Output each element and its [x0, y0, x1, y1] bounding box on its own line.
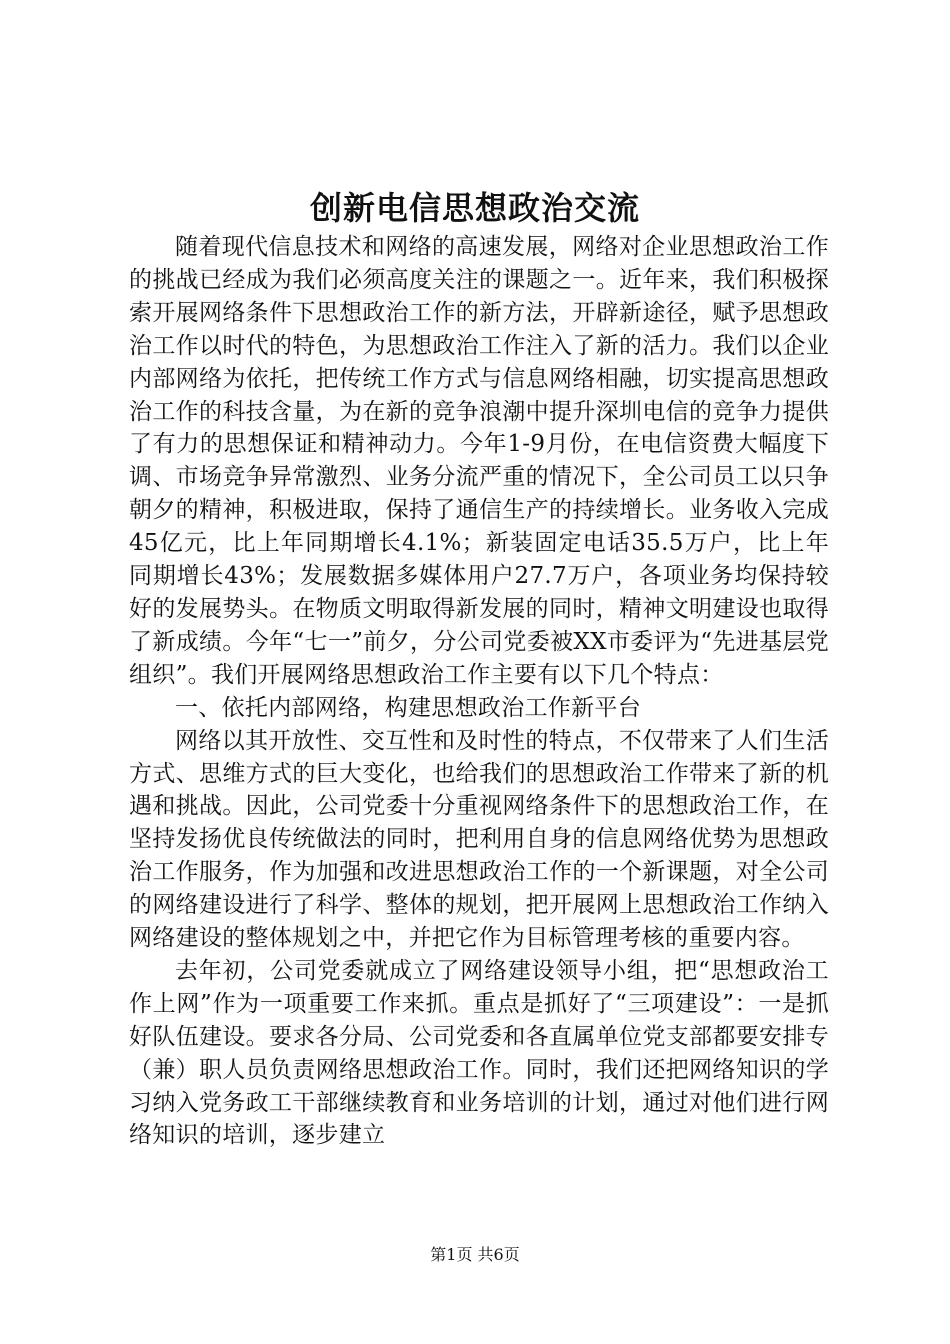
paragraph-intro: 随着现代信息技术和网络的高速发展，网络对企业思想政治工作的挑战已经成为我们必须高度关注的课题之一。近年来，我们积极探索开展网络条件下思想政治工作的新方法，开辟新途径，赋予思想政治工作以时代的特色，为思想政治工作注入了新的活力。我们以企业内部网络为依托，把传统工作方式与信息网络相融，切实提高思想政治工作的科技含量，为在新的竞争浪潮中提升深圳电信的竞争力提供了有力的思想保证和精神动力。今年1-9月份，在电信资费大幅度下调、市场竞争异常激烈、业务分流严重的情况下，全公司员工以只争朝夕的精神，积极进取，保持了通信生产的持续增长。业务收入完成45亿元，比上年同期增长4.1%；新装固定电话35.5万户，比上年同期增长43%；发展数据多媒体用户27.7万户，各项业务均保持较好的发展势头。在物质文明取得新发展的同时，精神文明建设也取得了新成绩。今年“七一”前夕，分公司党委被XX市委评为“先进基层党组织”。我们开展网络思想政治工作主要有以下几个特点：: [129, 234, 829, 688]
document-body: [129, 231, 829, 1152]
section-heading-1: 一、依托内部网络，构建思想政治工作新平台: [175, 694, 641, 721]
document-title: 创新电信思想政治交流: [309, 189, 640, 227]
page-footer: 第1页 共6页: [430, 1245, 520, 1264]
paragraph-network: 网络以其开放性、交互性和及时性的特点，不仅带来了人们生活方式、思维方式的巨大变化，也给我们的思想政治工作带来了新的机遇和挑战。因此，公司党委十分重视网络条件下的思想政治工作，在坚持发扬优良传统做法的同时，把利用自身的信息网络优势为思想政治工作服务，作为加强和改进思想政治工作的一个新课题，对全公司的网络建设进行了科学、整体的规划，把开展网上思想政治工作纳入网络建设的整体规划之中，并把它作为目标管理考核的重要内容。: [129, 727, 829, 952]
paragraph-team-building: 去年初，公司党委就成立了网络建设领导小组，把“思想政治工作上网”作为一项重要工作来抓。重点是抓好了“三项建设”：一是抓好队伍建设。要求各分局、公司党委和各直属单位党支部都要安排专（兼）职人员负责网络思想政治工作。同时，我们还把网络知识的学习纳入党务政工干部继续教育和业务培训的计划，通过对他们进行网络知识的培训，逐步建立: [129, 957, 829, 1149]
